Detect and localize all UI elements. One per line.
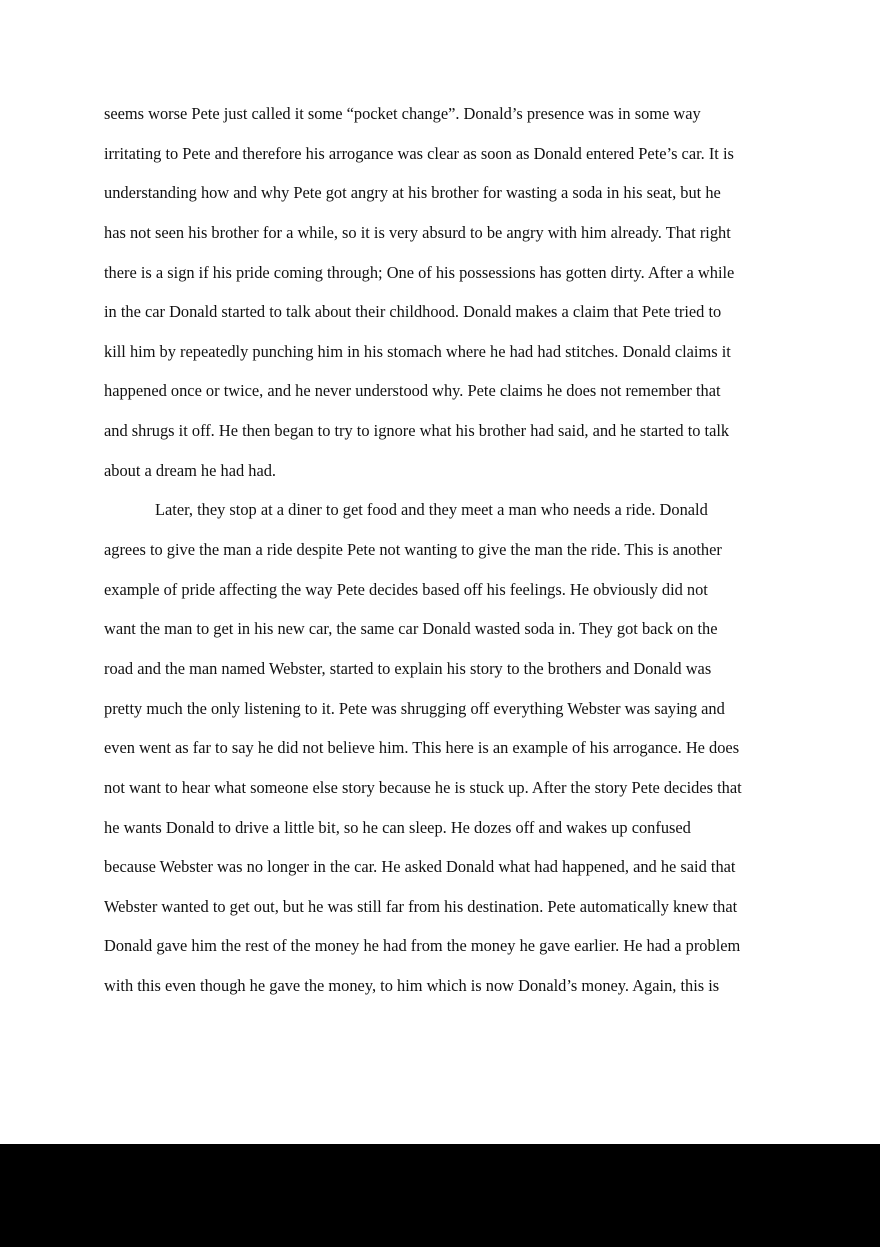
bottom-black-bar — [0, 1144, 880, 1247]
text-line: even went as far to say he did not believe him. This here is an example of his arrogance. He does — [104, 738, 740, 758]
text-line: kill him by repeatedly punching him in his stomach where he had had stitches. Donald claims it — [104, 341, 731, 361]
text-line: pretty much the only listening to it. Pete was shrugging off everything Webster was saying and — [104, 698, 725, 718]
text-line: agrees to give the man a ride despite Pete not wanting to give the man the ride. This is another — [104, 540, 722, 560]
text-line-indented: Later, they stop at a diner to get food and they meet a man who needs a ride. Donald — [155, 500, 708, 520]
text-line: in the car Donald started to talk about their childhood. Donald makes a claim that Pete tried to — [104, 302, 722, 322]
text-line: he wants Donald to drive a little bit, so he can sleep. He dozes off and wakes up confused — [104, 817, 691, 837]
text-line: Webster wanted to get out, but he was still far from his destination. Pete automatically knew that — [104, 896, 738, 916]
text-line: about a dream he had had. — [104, 460, 277, 480]
text-line: happened once or twice, and he never understood why. Pete claims he does not remember that — [104, 381, 721, 401]
text-line: example of pride affecting the way Pete decides based off his feelings. He obviously did not — [104, 579, 708, 599]
text-line: there is a sign if his pride coming through; One of his possessions has gotten dirty. After a while — [104, 262, 735, 282]
text-line: road and the man named Webster, started to explain his story to the brothers and Donald was — [104, 658, 712, 678]
text-line: with this even though he gave the money, to him which is now Donald’s money. Again, this is — [104, 976, 720, 996]
document-body — [104, 101, 784, 1013]
text-line: and shrugs it off. He then began to try to ignore what his brother had said, and he started to talk — [104, 421, 730, 441]
text-line: Donald gave him the rest of the money he had from the money he gave earlier. He had a problem — [104, 936, 741, 956]
text-line: understanding how and why Pete got angry at his brother for wasting a soda in his seat, but he — [104, 183, 721, 203]
text-line: irritating to Pete and therefore his arrogance was clear as soon as Donald entered Pete’s car. It is — [104, 143, 734, 163]
text-line: seems worse Pete just called it some “pocket change”. Donald’s presence was in some way — [104, 104, 701, 123]
text-line: want the man to get in his new car, the same car Donald wasted soda in. They got back on the — [104, 619, 718, 639]
text-line: not want to hear what someone else story because he is stuck up. After the story Pete decides that — [104, 777, 742, 797]
text-line: has not seen his brother for a while, so it is very absurd to be angry with him already. That right — [104, 222, 731, 242]
paragraph-2 — [104, 497, 784, 1012]
paragraph-1 — [104, 101, 784, 497]
text-line: because Webster was no longer in the car. He asked Donald what had happened, and he said that — [104, 857, 736, 877]
